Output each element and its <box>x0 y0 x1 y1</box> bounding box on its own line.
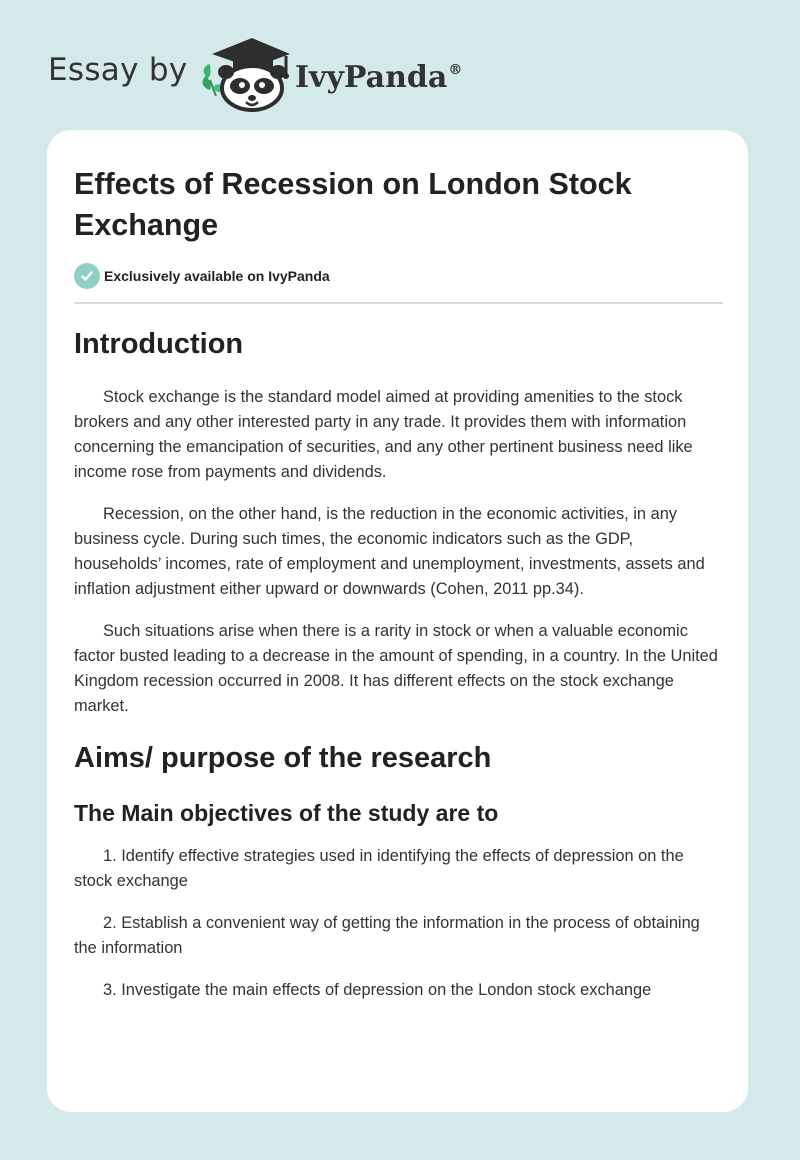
exclusive-badge <box>74 263 330 289</box>
leaf-icon <box>203 64 222 96</box>
introduction-heading: Introduction <box>74 328 244 360</box>
essay-body <box>74 326 723 1003</box>
panda-graduate-icon[interactable] <box>198 34 294 112</box>
aims-heading: Aims/ purpose of the research <box>74 742 492 774</box>
objective-item: 3. Investigate the main effects of depression on the London stock exchange <box>103 981 652 999</box>
registered-mark: ® <box>448 62 463 78</box>
essay-card <box>47 130 748 1112</box>
intro-paragraph: Stock exchange is the standard model aimed at providing amenities to the stock brokers and any other interested party in any trade. It provides them with information concerning the emancipation of securities, and any other pertinent business need like income rose from payments and dividends. <box>74 388 693 481</box>
site-header <box>0 0 800 120</box>
exclusive-badge-text: Exclusively available on IvyPanda <box>104 268 330 284</box>
page-title: Effects of Recession on London Stock Exchange <box>74 167 632 242</box>
intro-paragraph: Recession, on the other hand, is the reduction in the economic activities, in any business cycle. During such times, the economic indicators such as the GDP, households’ incomes, rate of employment and unemployment, investments, assets and inflation adjustment either upward or downwards (Cohen, 2011 pp.34). <box>74 505 705 598</box>
intro-paragraph: Such situations arise when there is a rarity in stock or when a valuable economic factor busted leading to a decrease in the amount of spending, in a country. In the United Kingdom recession occurred in 2008. It has different effects on the stock exchange market. <box>74 622 718 715</box>
essay-by-label: Essay by <box>48 52 188 88</box>
objectives-subheading: The Main objectives of the study are to <box>74 800 499 826</box>
check-circle-icon <box>74 263 100 289</box>
objective-item: 2. Establish a convenient way of getting the information in the process of obtaining the information <box>74 914 700 957</box>
brand-name-text: IvyPanda <box>295 60 448 95</box>
brand-name[interactable] <box>295 52 462 98</box>
objective-item: 1. Identify effective strategies used in identifying the effects of depression on the stock exchange <box>74 847 684 890</box>
title-divider <box>74 302 723 304</box>
